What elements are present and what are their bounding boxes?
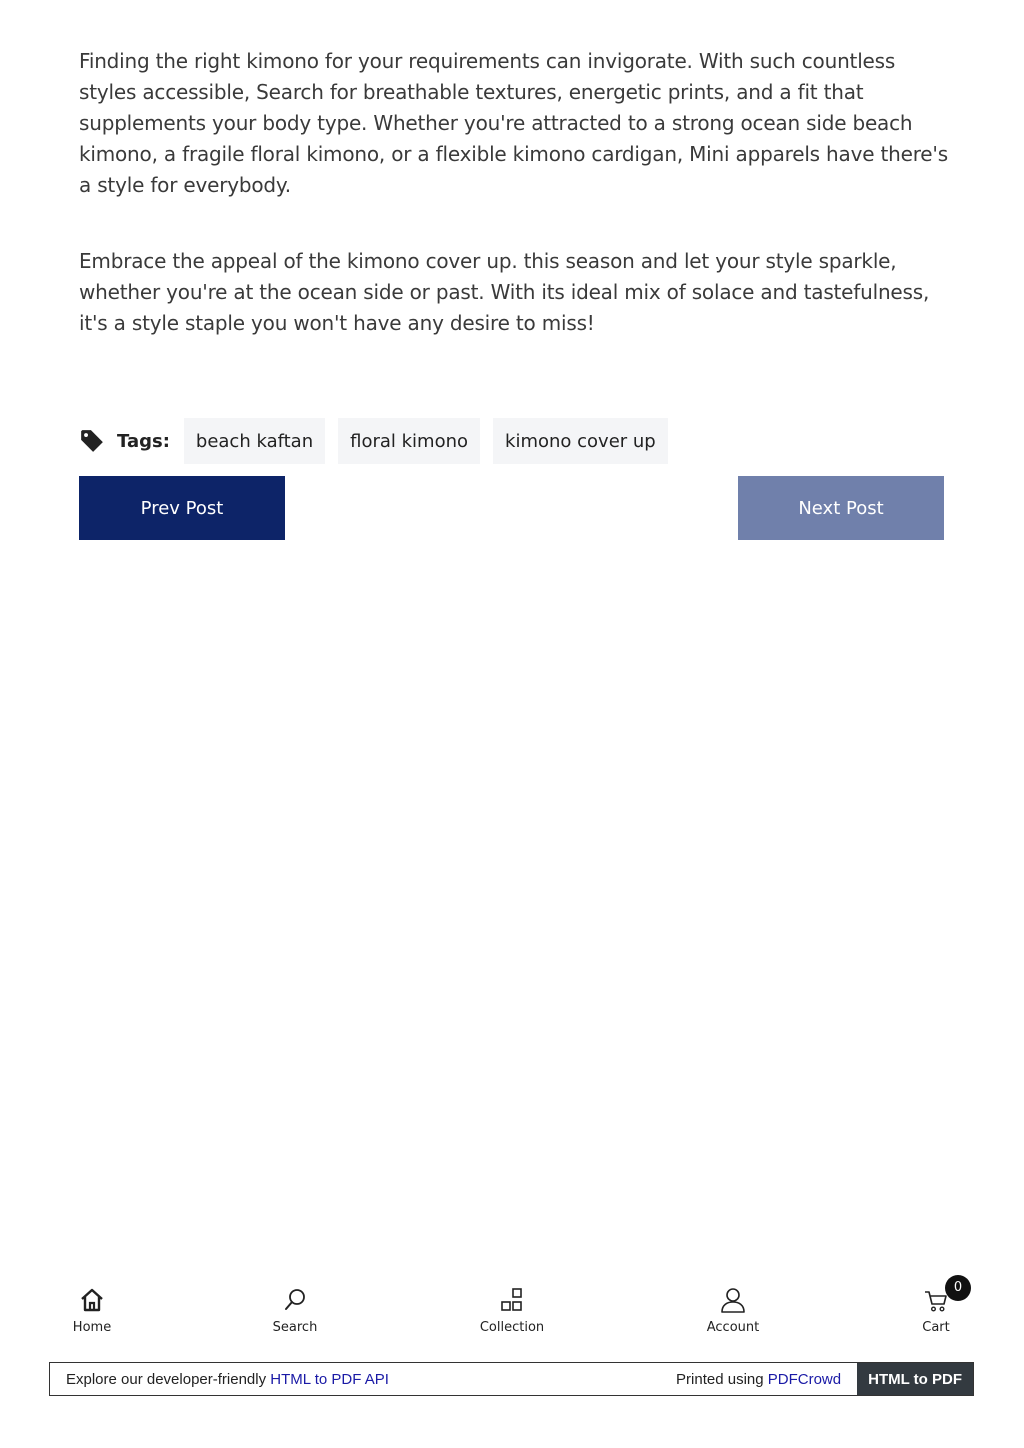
html-to-pdf-api-link[interactable]: HTML to PDF API (270, 1370, 389, 1388)
article-paragraph-1: Finding the right kimono for your requirements can invigorate. With such countless styles accessible, Search for breathable textures, energetic prints, and a fit that supplements your body type. Whether you're attracted to a strong ocean side beach kimono, a fragile floral kimono, or a flexible kimono cardigan, Mini apparels have there's a style for everybody. (79, 49, 948, 197)
pdf-right-prefix: Printed using (676, 1370, 768, 1388)
article-body (79, 46, 949, 339)
pdf-right-text (676, 1371, 857, 1388)
next-post-button[interactable]: Next Post (738, 476, 944, 540)
nav-account-label: Account (706, 1320, 760, 1335)
tags-row (79, 418, 681, 464)
html-to-pdf-button[interactable]: HTML to PDF (857, 1363, 973, 1395)
nav-collection[interactable] (452, 1280, 572, 1335)
pdf-left-text (50, 1371, 676, 1388)
tag-kimono-cover-up[interactable]: kimono cover up (493, 418, 668, 464)
tag-floral-kimono[interactable]: floral kimono (338, 418, 480, 464)
account-icon (719, 1286, 747, 1314)
home-icon (78, 1286, 106, 1314)
cart-count-badge: 0 (945, 1275, 971, 1301)
tags-label: Tags: (117, 430, 170, 452)
nav-cart[interactable] (876, 1280, 996, 1335)
pdf-left-prefix: Explore our developer-friendly (66, 1370, 271, 1388)
tag-beach-kaftan[interactable]: beach kaftan (184, 418, 325, 464)
search-icon (281, 1286, 309, 1314)
nav-cart-label: Cart (922, 1320, 950, 1335)
tag-icon (79, 428, 105, 454)
nav-search[interactable] (235, 1280, 355, 1335)
nav-collection-label: Collection (479, 1320, 545, 1335)
pdfcrowd-banner (49, 1362, 974, 1396)
pdfcrowd-link[interactable]: PDFCrowd (767, 1370, 842, 1388)
bottom-nav (0, 1280, 1024, 1340)
collection-icon (498, 1286, 526, 1314)
nav-home[interactable] (32, 1280, 152, 1335)
nav-account[interactable] (673, 1280, 793, 1335)
prev-post-button[interactable]: Prev Post (79, 476, 285, 540)
nav-home-label: Home (72, 1320, 112, 1335)
article-paragraph-2: Embrace the appeal of the kimono cover up. this season and let your style sparkle, whether you're at the ocean side or past. With its ideal mix of solace and tastefulness, it's a style staple you won't have any desire to miss! (79, 249, 930, 335)
nav-search-label: Search (272, 1320, 318, 1335)
